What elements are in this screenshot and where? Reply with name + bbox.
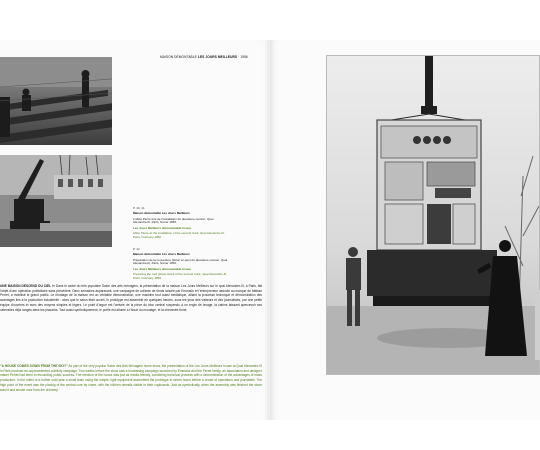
- caption-text-en: Abbé Pierre at the installation of the second truck, Quai Alexandre-III, Paris, February 1956.: [133, 230, 225, 239]
- caption-text-fr-2: Préparation de la couverture (béton ar-pan) du deuxième camion, Quai Alexandre-III, Paris, février 1956.: [133, 257, 228, 266]
- running-head-suffix: · 1956: [238, 55, 248, 59]
- page-edge-strip: [535, 290, 540, 360]
- running-head-prefix: MAISON DÉMONTABLE: [160, 55, 197, 59]
- caption-title: Maison démontable Les Jours Meilleurs: [133, 211, 190, 216]
- caption-title-en: Les Jours Meilleurs dismountable house: [133, 225, 192, 230]
- body-paragraph-en: As part of the very popular Salon des Arts Ménagers home show, the presentation of the Les Jours Meilleurs house at Quai Alexandre-III in Paris involved an unprecedented publicity campaign. Two weeks before the show saw a fundraising campaign launched by Emmaüs and the Perret family, an association and designer maker Perret had been a resounding public success. The erection of the house was just as media-friendly, combining technical prowess with a demonstration of the advantages of mass production. In the midst of a further cold year a small team using the simple, light equipment assembled the prototype in seven hours before a crowd of spectators and journalists. The high point of the event was the placing of the central core by crane, with the kitchen utensils visible in their cupboards. Just as symbolically, when the assembly was finished the stove was lit and smoke rose from the chimney.: [0, 364, 262, 392]
- caption-text-fr: L'abbé Pierre lors de l'installation du deuxième camion, Quai Alexandre-III, Paris, février 1956.: [133, 216, 214, 225]
- body-heading-en: “A HOUSE COMES DOWN FROM THE SKY!”: [0, 364, 68, 368]
- caption-block-2: [133, 248, 228, 282]
- running-head: [160, 55, 268, 59]
- crane-lifting-house-photo: [326, 55, 540, 375]
- body-text-fr: [0, 284, 262, 315]
- body-text-en: [0, 364, 262, 395]
- caption-title-2: Maison démontable Les Jours Meilleurs: [133, 252, 190, 257]
- caption-text-en-2: Preparing the roof (sheet steel) of the second truck, Quai Alexandre-III, Paris, February 1956.: [133, 271, 228, 280]
- body-paragraph-fr: Dans le cadre du très populaire Salon des arts ménagers, la présentation de la maison Les Jours Meilleurs sur le quai Alexandre-III, à Paris, fait l'objet d'une opération publicitaire sans précédent. Deux semaines auparavant, une campagne de collecte de fonds lancée par Emmaüs et l'entrepreneur associé au marque de bâtisse Perret, a mobilisé le grand public. Le montage de la maison est un véritable démonstration, une machine tout aussi médiatique, alliant la prouesse technique et démonstration des avantages liés à la production industrielle : alors que le salon était ouvert, le prototype est assemblé en quelques heures, sous les yeux des visiteurs et des journalistes, par une petite équipe d'ouvriers et avec des moyens simples et légers. Le point d'orgue est l'arrivée de la pièce du bloc central suspendu à un engin de levage, la cabine laissant apercevoir ses ustensiles déjà rangés dans les placards. Tout aussi symboliquement, le poêle est allumé à l'issue du montage, et la cheminée fume.: [0, 284, 262, 312]
- caption-figure-ref: P. 40, 41: [133, 206, 145, 210]
- caption-figure-ref-2: P. 42: [133, 247, 140, 251]
- left-page: [0, 40, 270, 420]
- book-spread: [0, 40, 540, 420]
- worksite-photo: [0, 57, 112, 145]
- body-heading-fr: UNE MAISON DESCEND DU CIEL !»: [0, 284, 55, 288]
- running-head-title: LES JOURS MEILLEURS: [197, 55, 238, 59]
- right-page: [270, 40, 540, 420]
- crane-installation-photo: [0, 155, 112, 247]
- caption-block-1: [133, 207, 228, 241]
- caption-title-en-2: Les Jours Meilleurs dismountable house: [133, 266, 192, 271]
